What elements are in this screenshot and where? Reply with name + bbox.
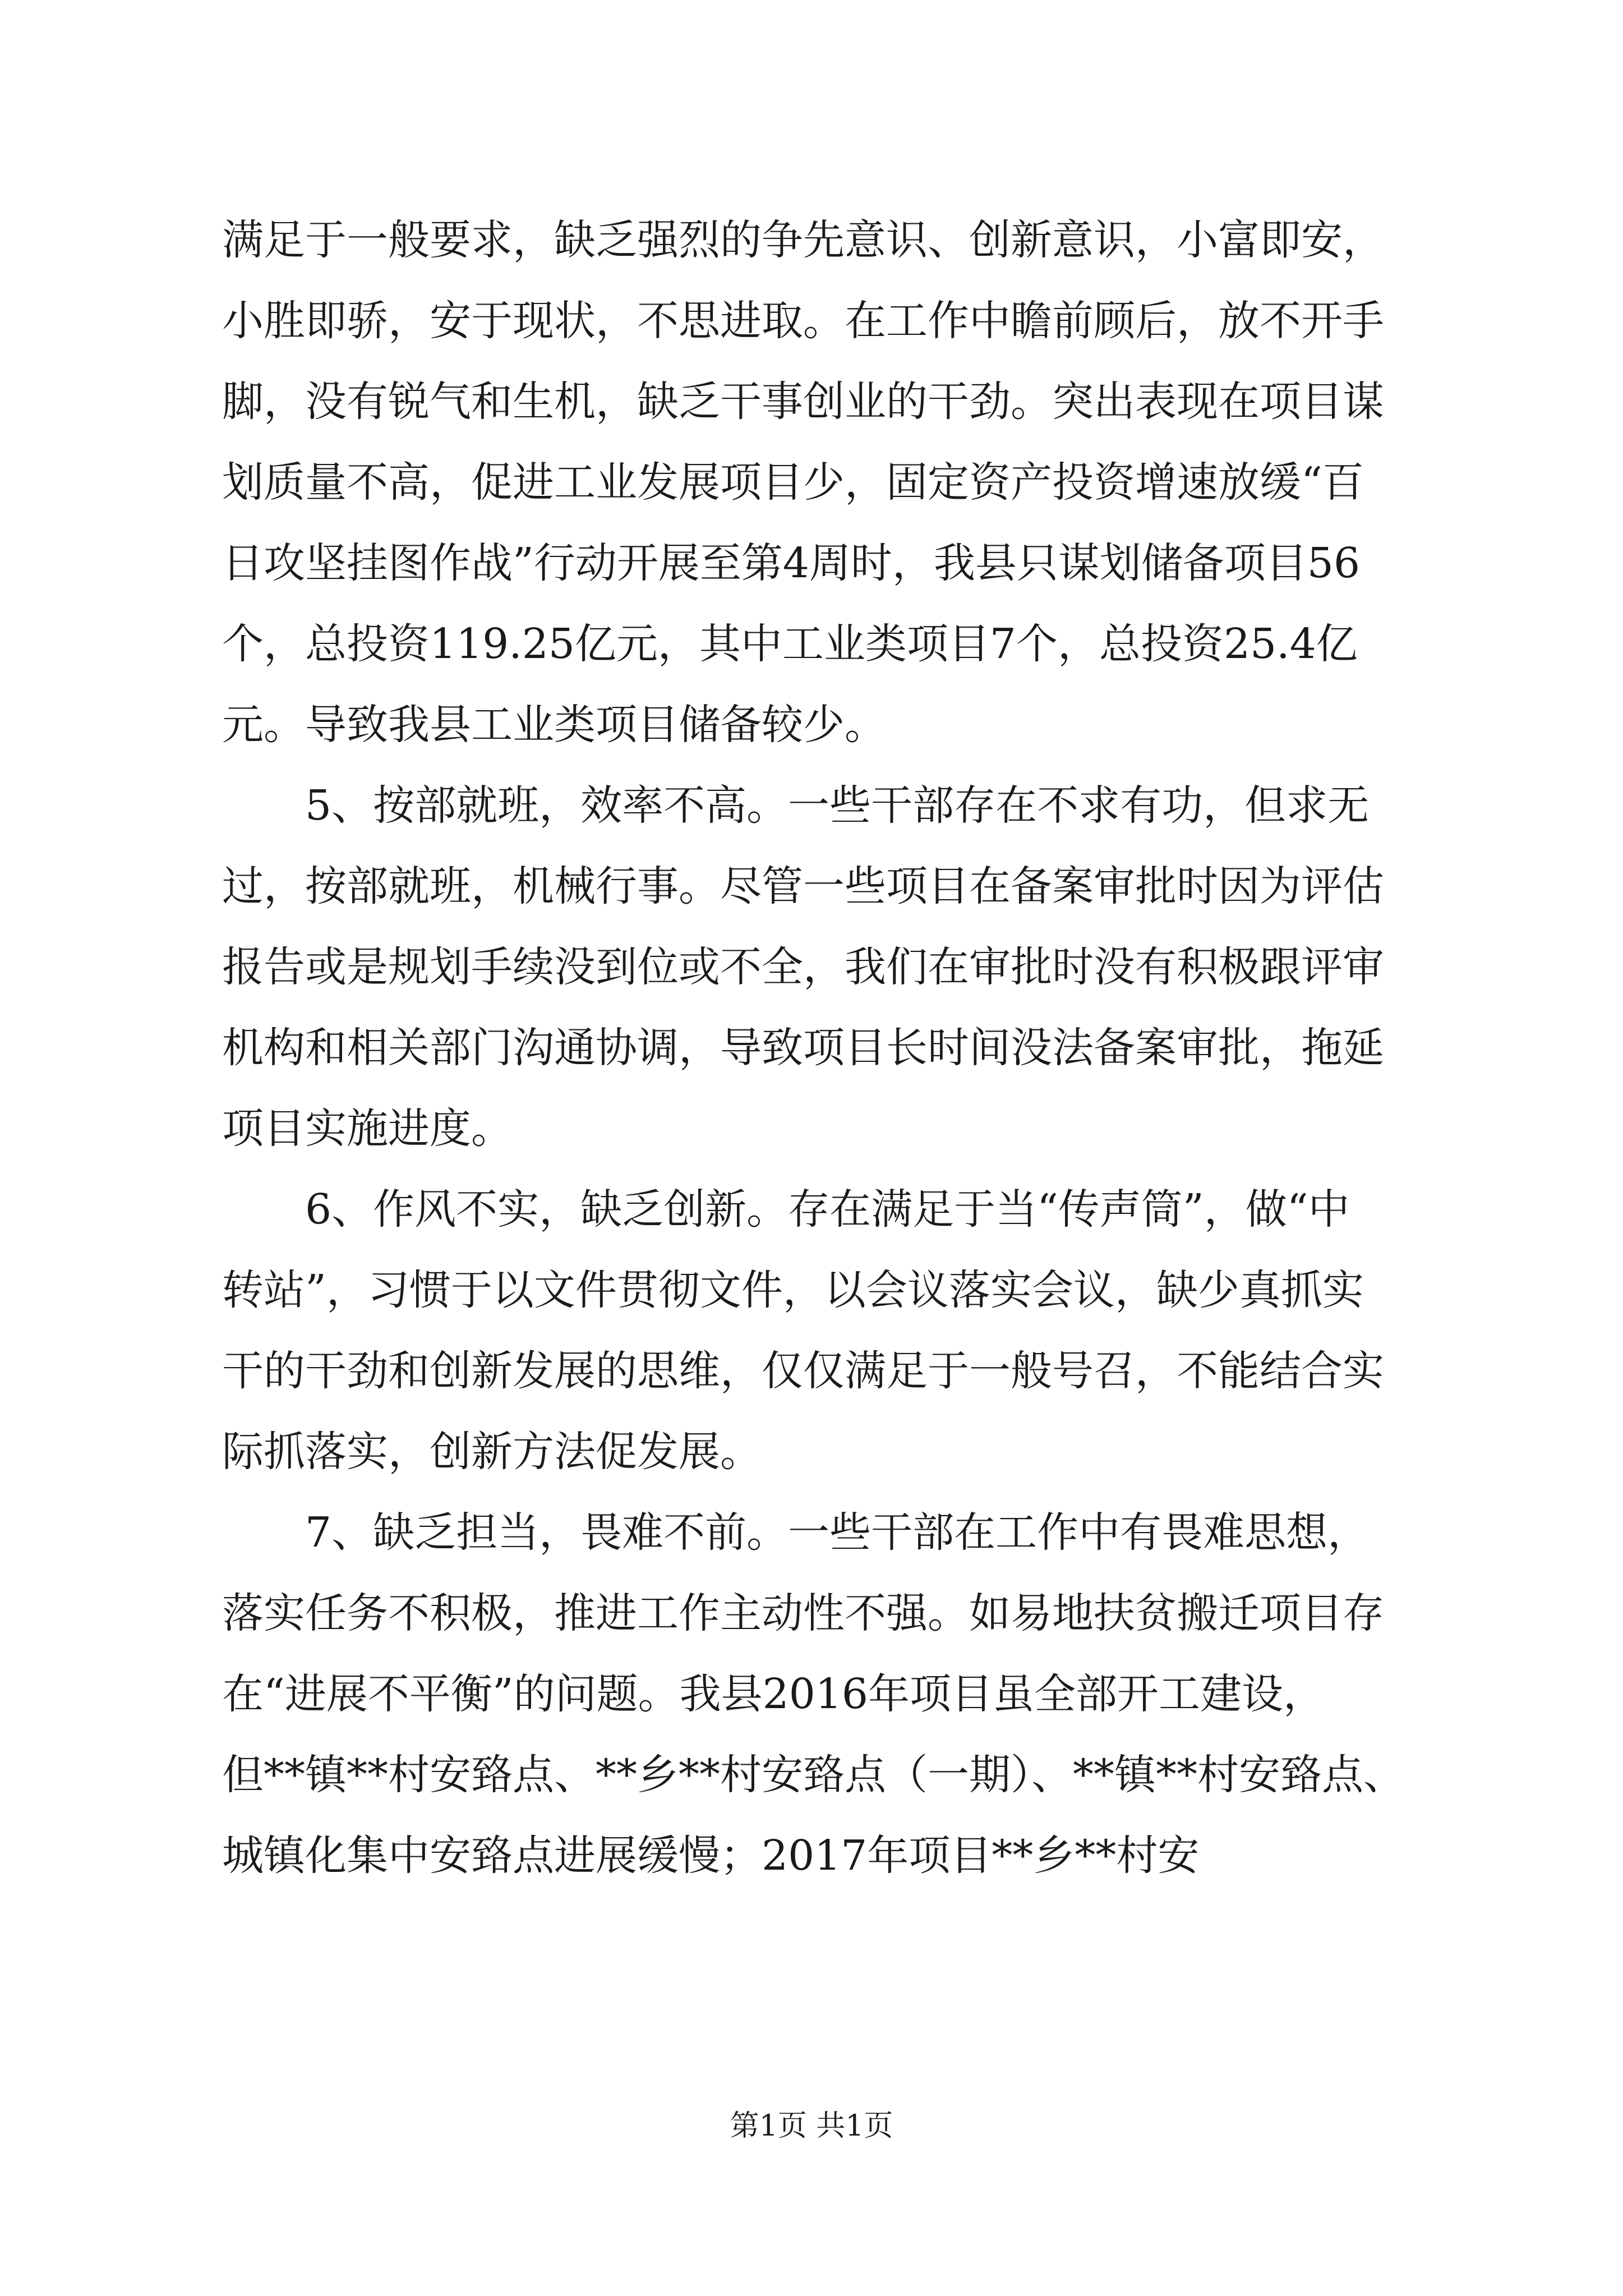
text-line: 际抓落实，创新方法促发展。 (222, 1428, 762, 1476)
text-line: 在“进展不平衡”的问题。我县2016年项目虽全部开工建设， (222, 1670, 1325, 1718)
text-line: 5、按部就班，效率不高。一些干部存在不求有功，但求无 (222, 781, 1370, 830)
text-line: 满足于一般要求，缺乏强烈的争先意识、创新意识，小富即安， (222, 216, 1384, 264)
body-text (222, 200, 1422, 1896)
text-line: 干的干劲和创新发展的思维，仅仅满足于一般号召，不能结合实 (222, 1347, 1384, 1395)
text-line: 转站”，习惯于以文件贯彻文件，以会议落实会议，缺少真抓实 (222, 1266, 1364, 1314)
text-line: 个，总投资119.25亿元，其中工业类项目7个，总投资25.4亿 (222, 620, 1358, 668)
text-line: 过，按部就班，机械行事。尽管一些项目在备案审批时因为评估 (222, 862, 1384, 910)
text-line: 7、缺乏担当，畏难不前。一些干部在工作中有畏难思想， (222, 1508, 1370, 1557)
text-line: 小胜即骄，安于现状，不思进取。在工作中瞻前顾后，放不开手 (222, 297, 1384, 345)
text-line: 脚，没有锐气和生机，缺乏干事创业的干劲。突出表现在项目谋 (222, 378, 1384, 426)
text-line: 机构和相关部门沟通协调，导致项目长时间没法备案审批，拖延 (222, 1024, 1384, 1072)
page-footer: 第1页 共1页 (730, 2109, 893, 2143)
text-line: 但**镇**村安臵点、**乡**村安臵点（一期）、**镇**村安臵点、 (222, 1751, 1405, 1799)
text-line: 落实任务不积极，推进工作主动性不强。如易地扶贫搬迁项目存 (222, 1589, 1384, 1637)
text-line: 项目实施进度。 (222, 1105, 513, 1153)
text-line: 6、作风不实，缺乏创新。存在满足于当“传声筒”，做“中 (222, 1185, 1350, 1234)
text-line: 元。导致我县工业类项目储备较少。 (222, 701, 886, 749)
text-line: 日攻坚挂图作战”行动开展至第4周时，我县只谋划储备项目56 (222, 539, 1361, 587)
text-line: 报告或是规划手续没到位或不全，我们在审批时没有积极跟评审 (222, 943, 1384, 991)
text-line: 划质量不高，促进工业发展项目少，固定资产投资增速放缓“百 (222, 458, 1364, 507)
text-line: 城镇化集中安臵点进展缓慢；2017年项目**乡**村安 (222, 1832, 1200, 1880)
